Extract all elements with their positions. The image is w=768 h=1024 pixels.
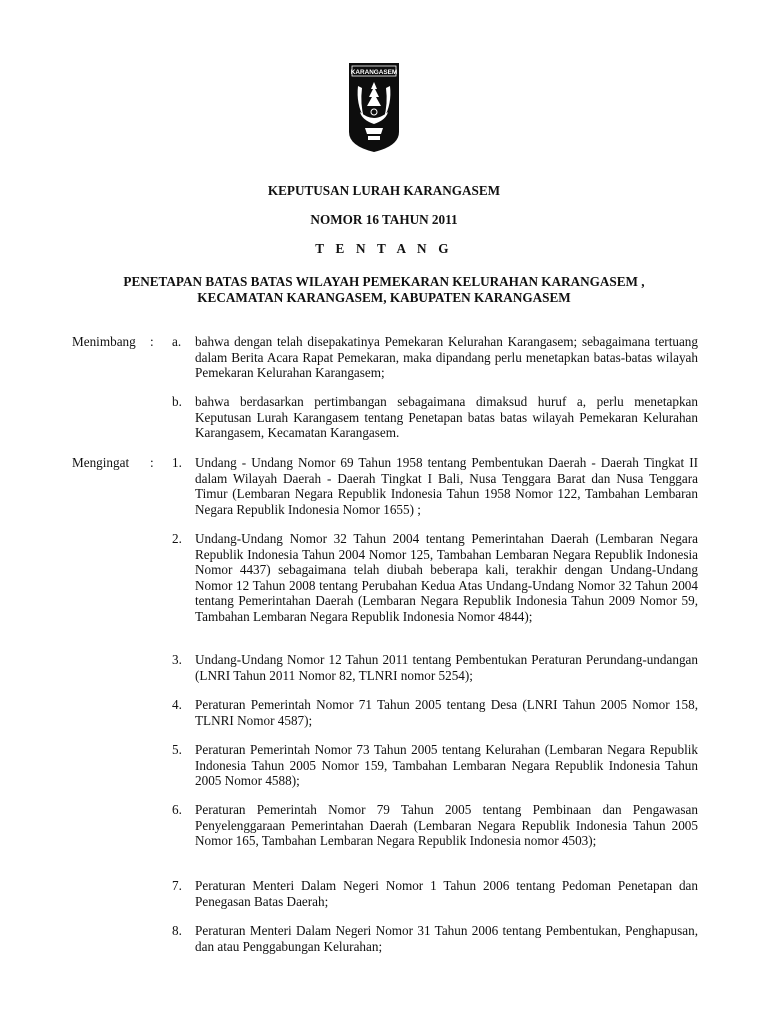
item-marker: 4. bbox=[172, 697, 182, 712]
item-text: Peraturan Menteri Dalam Negeri Nomor 1 Tahun 2006 tentang Pedoman Penetapan dan Penegasan Batas Daerah; bbox=[195, 878, 698, 909]
item-text: Undang - Undang Nomor 69 Tahun 1958 tentang Pembentukan Daerah - Daerah Tingkat II dalam Wilayah Daerah - Daerah Tingkat I Bali, Nusa Tenggara Barat dan Nusa Tenggara Timur (Lembaran Negara Republik Indonesia Tahun 1958 Nomor 122, Tambahan Lembaran Negara Republik Indonesia Nomor 1655) ; bbox=[195, 455, 698, 517]
item-marker: 3. bbox=[172, 652, 182, 667]
menimbang-colon: : bbox=[150, 334, 154, 349]
item-text: Peraturan Pemerintah Nomor 73 Tahun 2005 tentang Kelurahan (Lembaran Negara Republik Indonesia Tahun 2005 Nomor 159, Tambahan Lembaran Negara Republik Indonesia Tahun 2005 Nomor 4588); bbox=[195, 742, 698, 788]
subject-line-2: KECAMATAN KARANGASEM, KABUPATEN KARANGASEM bbox=[197, 290, 571, 305]
decree-number: NOMOR 16 TAHUN 2011 bbox=[310, 212, 458, 227]
item-text: Peraturan Menteri Dalam Negeri Nomor 31 Tahun 2006 tentang Pembentukan, Penghapusan, dan atau Penggabungan Kelurahan; bbox=[195, 923, 698, 954]
svg-text:KARANGASEM: KARANGASEM bbox=[350, 69, 398, 76]
mengingat-label: Mengingat bbox=[72, 455, 130, 470]
karangasem-emblem-logo bbox=[348, 62, 400, 153]
item-text: Undang-Undang Nomor 12 Tahun 2011 tentang Pembentukan Peraturan Perundang-undangan (LNRI Tahun 2011 Nomor 82, TLNRI nomor 5254); bbox=[195, 652, 698, 683]
item-marker: b. bbox=[172, 394, 182, 409]
item-marker: 5. bbox=[172, 742, 182, 757]
subject-line-1: PENETAPAN BATAS BATAS WILAYAH PEMEKARAN KELURAHAN KARANGASEM , bbox=[123, 274, 645, 289]
item-marker: 2. bbox=[172, 531, 182, 546]
menimbang-label: Menimbang bbox=[72, 334, 136, 349]
item-marker: a. bbox=[172, 334, 182, 349]
item-text: Undang-Undang Nomor 32 Tahun 2004 tentang Pemerintahan Daerah (Lembaran Negara Republik Indonesia Tahun 2004 Nomor 125, Tambahan Lembaran Negara Republik Indonesia Nomor 4437) sebagaimana telah diubah beberapa kali, terakhir dengan Undang-Undang Nomor 12 Tahun 2008 tentang Perubahan Kedua Atas Undang-Undang Nomor 32 Tahun 2004 tentang Pemerintahan Daerah (Lembaran Negara Republik Indonesia Tahun 2009 Nomor 59, Tambahan Lembaran Negara Republik Indonesia Nomor 4844); bbox=[195, 531, 698, 624]
item-text: Peraturan Pemerintah Nomor 79 Tahun 2005 tentang Pembinaan dan Pengawasan Penyelenggaraan Pemerintahan Daerah (Lembaran Negara Republik Indonesia Tahun 2005 Nomor 165, Tambahan Lembaran Negara Republik Indonesia nomor 4503); bbox=[195, 802, 698, 848]
item-marker: 8. bbox=[172, 923, 182, 938]
item-marker: 6. bbox=[172, 802, 182, 817]
decree-subject bbox=[0, 274, 768, 306]
tentang-heading: T E N T A N G bbox=[315, 241, 453, 256]
emblem-icon bbox=[348, 62, 400, 153]
mengingat-colon: : bbox=[150, 455, 154, 470]
item-marker: 7. bbox=[172, 878, 182, 893]
item-text: Peraturan Pemerintah Nomor 71 Tahun 2005 tentang Desa (LNRI Tahun 2005 Nomor 158, TLNRI Nomor 4587); bbox=[195, 697, 698, 728]
decree-title: KEPUTUSAN LURAH KARANGASEM bbox=[267, 183, 501, 198]
item-marker: 1. bbox=[172, 455, 182, 470]
item-text: bahwa dengan telah disepakatinya Pemekaran Kelurahan Karangasem; sebagaimana tertuang dalam Berita Acara Rapat Pemekaran, maka dipandang perlu menetapkan batas-batas wilayah Pemekaran Kelurahan Karangasem; bbox=[195, 334, 698, 380]
item-text: bahwa berdasarkan pertimbangan sebagaimana dimaksud huruf a, perlu menetapkan Keputusan Lurah Karangasem tentang Penetapan batas batas wilayah Pemekaran Kelurahan Karangasem, Kecamatan Karangasem. bbox=[195, 394, 698, 440]
